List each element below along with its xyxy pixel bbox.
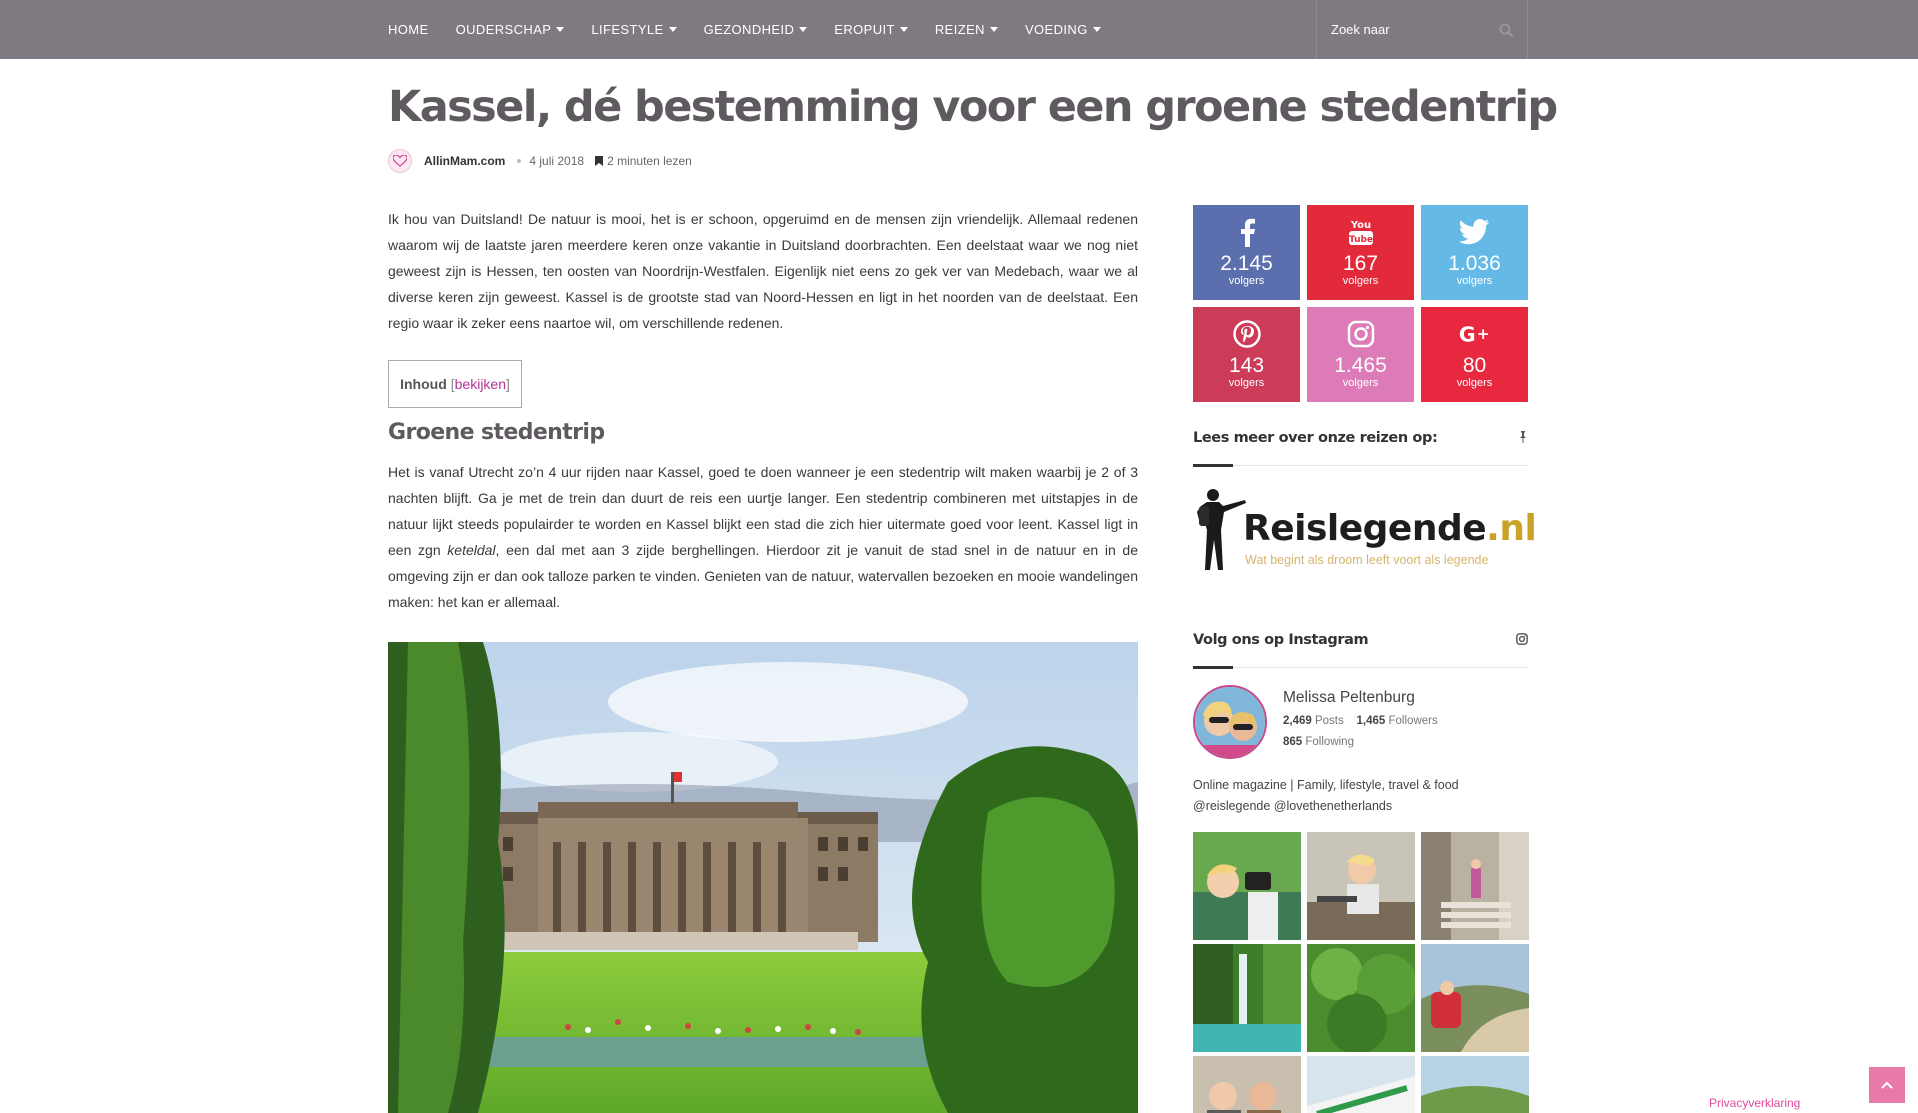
posts-count: 2,469 xyxy=(1283,715,1312,727)
reislegende-tagline: Wat begint als droom leeft voort als legende xyxy=(1245,553,1489,567)
nav-item-label: REIZEN xyxy=(934,22,985,37)
nav-item-voeding[interactable] xyxy=(1025,22,1101,37)
pin-icon xyxy=(1517,431,1529,443)
meta-separator xyxy=(517,159,521,163)
nav-item-home[interactable] xyxy=(388,22,429,37)
social-tile-google-plus[interactable] xyxy=(1421,307,1528,402)
chevron-down-icon xyxy=(669,27,677,32)
nav-item-eropuit[interactable] xyxy=(834,22,908,37)
bookmark-icon xyxy=(595,156,603,166)
social-counters xyxy=(1193,205,1529,402)
toc-toggle-link[interactable]: [bekijken] xyxy=(450,376,510,392)
nav-item-label: OUDERSCHAP xyxy=(455,22,552,37)
followers-count: 1,465 xyxy=(1356,715,1386,727)
author-avatar[interactable] xyxy=(388,149,412,173)
chevron-down-icon xyxy=(556,27,564,32)
social-label: volgers xyxy=(1228,377,1265,389)
widget-title-reizen: Lees meer over onze reizen op: xyxy=(1193,430,1438,446)
post-meta xyxy=(388,149,692,173)
social-count: 143 xyxy=(1228,354,1265,377)
svg-text:G: G xyxy=(1458,322,1476,347)
hiker-pointing-logo xyxy=(1193,486,1247,572)
reislegende-tld: .nl xyxy=(1486,508,1537,549)
nav-item-ouderschap[interactable] xyxy=(456,22,565,37)
social-count: 80 xyxy=(1462,354,1487,377)
instagram-bio xyxy=(1193,775,1529,817)
reislegende-name: Reislegende xyxy=(1243,508,1487,549)
privacy-link[interactable]: Privacyverklaring xyxy=(1709,1096,1801,1110)
posts-label: Posts xyxy=(1314,715,1344,727)
instagram-photo[interactable] xyxy=(1307,944,1415,1052)
nav-item-label: EROPUIT xyxy=(834,22,895,37)
toc-toggle-label: bekijken xyxy=(454,376,507,392)
chevron-down-icon xyxy=(900,27,908,32)
youtube-icon xyxy=(1344,215,1378,249)
nav-item-label: VOEDING xyxy=(1024,22,1088,37)
nav-item-label: GEZONDHEID xyxy=(703,22,795,37)
pinterest-icon xyxy=(1230,317,1264,351)
google-plus-icon xyxy=(1458,317,1492,351)
social-tile-facebook[interactable] xyxy=(1193,205,1300,300)
author-link[interactable]: AllinMam.com xyxy=(424,154,506,168)
post-date: 4 juli 2018 xyxy=(529,154,585,168)
intro-paragraph: Ik hou van Duitsland! De natuur is mooi, het is er schoon, opgeruimd en de mensen zijn vriendelijk. Allemaal redenen waarom wij de laatste jaren meerdere keren onze vakantie in Duitsland doorbrachten. Een deelstaat waar we nog niet geweest zijn is Hessen, ten oosten van Noordrijn-Westfalen. Eigenlijk niet eens zo gek ver van Medebach, waar we al diverse keren zijn geweest. Kassel is de grootste stad van Noord-Hessen en ligt in het noorden van de deelstaat. Een regio waar ik zeker eens naartoe wil, om verschillende redenen. xyxy=(388,211,1138,331)
bio-line: Online magazine | Family, lifestyle, travel & food xyxy=(1193,778,1459,792)
main-menu xyxy=(388,0,1128,59)
social-count: 1.036 xyxy=(1448,252,1501,275)
following-count: 865 xyxy=(1283,736,1303,748)
body-text-part: , een dal met aan 3 zijde berghellingen. Hierdoor zit je vanuit de stad snel in de natuur en in de omgeving zijn er dan ook talloze parken te vinden. Genieten van de natuur, watervallen bezoeken en mooie wandelingen maken: het kan er allemaal. xyxy=(388,542,1138,610)
social-count: 2.145 xyxy=(1220,252,1273,275)
instagram-photo[interactable] xyxy=(1307,1056,1415,1113)
back-to-top-button[interactable] xyxy=(1869,1067,1905,1103)
instagram-stats xyxy=(1283,715,1438,727)
nav-item-label: LIFESTYLE xyxy=(591,22,664,37)
body-paragraph xyxy=(388,459,1138,615)
section-heading: Groene stedentrip xyxy=(388,420,605,445)
bio-line: @reislegende @lovethenetherlands xyxy=(1193,799,1393,813)
instagram-photo[interactable] xyxy=(1421,944,1529,1052)
instagram-following xyxy=(1283,736,1354,748)
reislegende-banner[interactable] xyxy=(1193,486,1537,572)
body-text-part: Het is vanaf Utrecht zo’n 4 uur rijden naar Kassel, goed te doen wanneer je een stedentrip wilt maken waarbij je 2 of 3 nachten blijft. Ga je met de trein dan duurt de reis een uurtje langer. Een stedentrip combineren met uitstapjes in de natuur lijkt steeds populairder te worden en Kassel blijkt een stad die zich hier uitermate goed voor leent. Kassel ligt in een zgn xyxy=(388,464,1138,558)
chevron-up-icon xyxy=(1881,1081,1893,1089)
instagram-photo[interactable] xyxy=(1193,832,1301,940)
svg-text:+: + xyxy=(1476,325,1490,344)
chevron-down-icon xyxy=(799,27,807,32)
chevron-down-icon xyxy=(1093,27,1101,32)
nav-item-reizen[interactable] xyxy=(935,22,998,37)
article-hero-image xyxy=(388,642,1138,1113)
svg-text:You: You xyxy=(1350,220,1371,231)
nav-item-label: HOME xyxy=(388,22,429,37)
widget-title-instagram: Volg ons op Instagram xyxy=(1193,632,1369,648)
read-time: 2 minuten lezen xyxy=(607,154,692,168)
instagram-photo-grid xyxy=(1193,832,1529,1113)
instagram-photo[interactable] xyxy=(1193,944,1301,1052)
instagram-photo[interactable] xyxy=(1193,1056,1301,1113)
social-label: volgers xyxy=(1342,275,1379,287)
instagram-profile xyxy=(1193,685,1529,765)
social-label: volgers xyxy=(1228,275,1265,287)
social-label: volgers xyxy=(1342,377,1379,389)
article-title: Kassel, dé bestemming voor een groene stedentrip xyxy=(388,82,1557,132)
profile-photo xyxy=(1195,687,1265,757)
search-icon[interactable] xyxy=(1499,23,1513,37)
social-count: 167 xyxy=(1342,252,1379,275)
twitter-icon xyxy=(1458,215,1492,249)
search-input[interactable] xyxy=(1317,22,1487,37)
widget-divider xyxy=(1193,465,1529,466)
nav-item-lifestyle[interactable] xyxy=(591,22,676,37)
body-text-emphasis: keteldal xyxy=(447,542,496,558)
toc-title: Inhoud xyxy=(400,376,447,392)
social-label: volgers xyxy=(1456,377,1493,389)
social-label: volgers xyxy=(1456,275,1493,287)
reislegende-wordmark xyxy=(1243,508,1536,549)
instagram-avatar[interactable] xyxy=(1193,685,1267,759)
palace-park-image xyxy=(388,642,1138,1113)
facebook-icon xyxy=(1230,215,1264,249)
instagram-username[interactable]: Melissa Peltenburg xyxy=(1283,689,1415,706)
instagram-photo[interactable] xyxy=(1421,1056,1529,1113)
following-label: Following xyxy=(1305,736,1354,748)
instagram-icon xyxy=(1344,317,1378,351)
heart-icon xyxy=(393,155,407,167)
social-tile-twitter[interactable] xyxy=(1421,205,1528,300)
instagram-photo[interactable] xyxy=(1421,832,1529,940)
instagram-icon xyxy=(1516,633,1528,645)
top-navigation-bar xyxy=(0,0,1918,59)
chevron-down-icon xyxy=(990,27,998,32)
followers-label: Followers xyxy=(1388,715,1438,727)
social-tile-youtube[interactable] xyxy=(1307,205,1414,300)
social-tile-pinterest[interactable] xyxy=(1193,307,1300,402)
instagram-photo[interactable] xyxy=(1307,832,1415,940)
nav-item-gezondheid[interactable] xyxy=(704,22,808,37)
search-box xyxy=(1316,0,1528,59)
widget-divider xyxy=(1193,667,1529,668)
social-count: 1.465 xyxy=(1334,354,1387,377)
svg-text:Tube: Tube xyxy=(1348,235,1373,245)
table-of-contents xyxy=(388,360,522,408)
social-tile-instagram[interactable] xyxy=(1307,307,1414,402)
